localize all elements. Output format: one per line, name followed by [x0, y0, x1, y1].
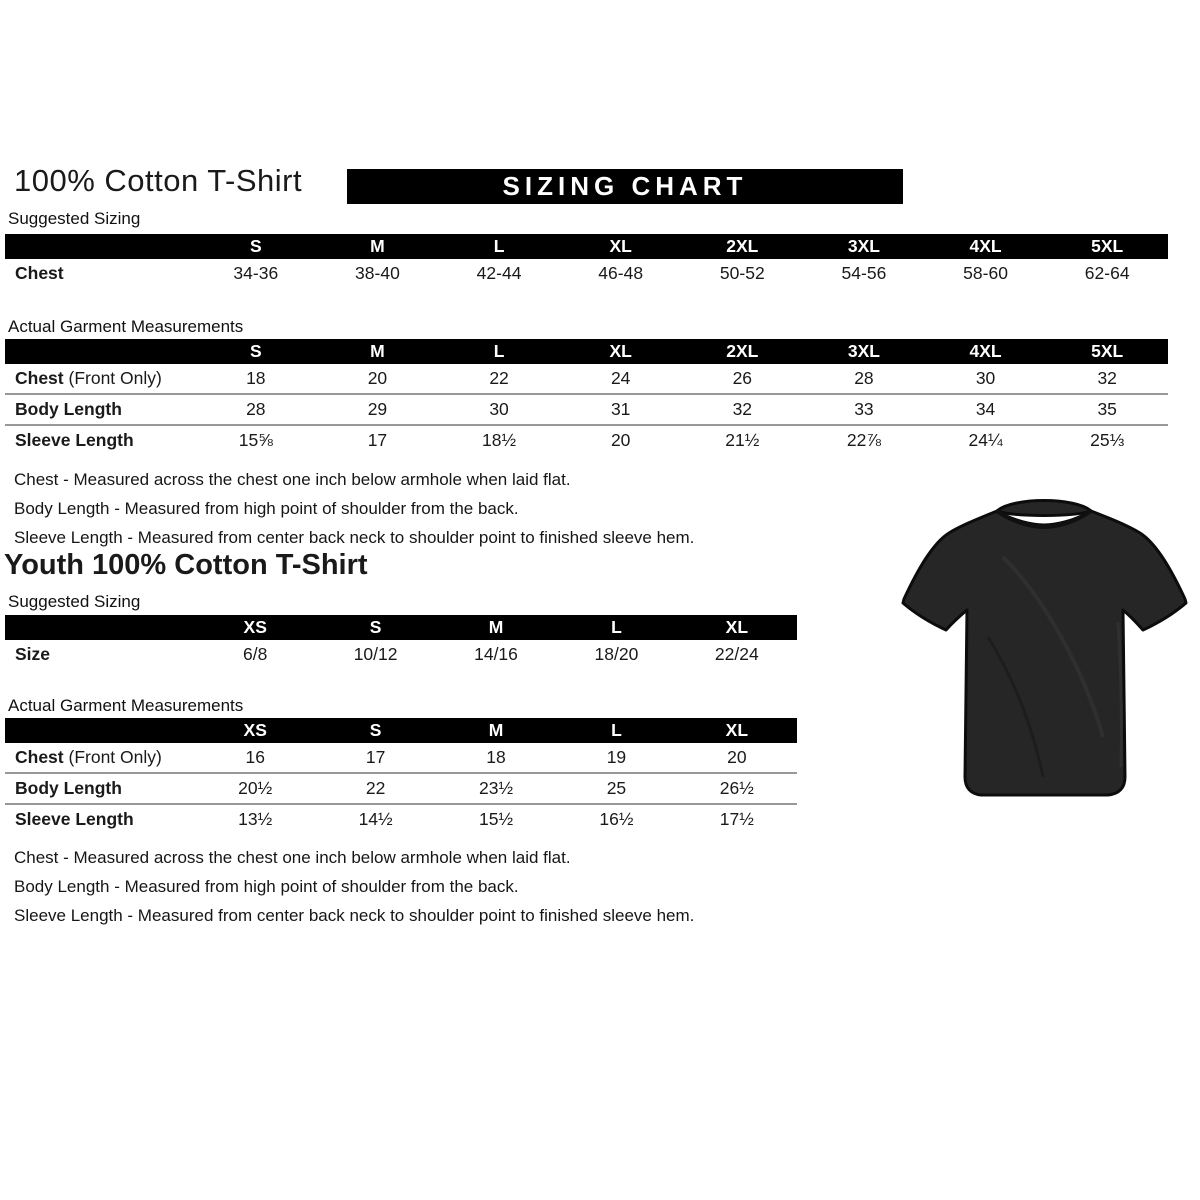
size-column-header: M	[370, 236, 385, 256]
note-chest: Chest - Measured across the chest one inch below armhole when laid flat.	[14, 470, 571, 489]
cell-value: 20½	[238, 778, 273, 798]
cell-value: 16½	[599, 809, 634, 829]
size-column-header: 3XL	[847, 341, 880, 361]
cell-value: 13½	[238, 809, 273, 829]
cell-value: 30	[975, 368, 996, 388]
cell-value: 17	[365, 747, 386, 767]
size-column-header: M	[488, 720, 504, 740]
cell-value: 24	[610, 368, 631, 388]
cell-value: 31	[610, 399, 631, 419]
size-column-header: L	[493, 236, 505, 256]
row-label: Body Length	[15, 778, 122, 798]
cell-value: 62-64	[1084, 263, 1130, 283]
note-sleeve-length: Sleeve Length - Measured from center back neck to shoulder point to finished sleeve hem.	[14, 906, 695, 925]
cell-value: 34-36	[233, 263, 279, 283]
cell-value: 20	[727, 747, 747, 767]
size-column-header: M	[488, 617, 504, 637]
cell-value: 25⅓	[1090, 430, 1125, 450]
table-header-row	[5, 615, 797, 640]
size-column-header: XL	[725, 617, 749, 637]
measurement-row	[5, 364, 1168, 393]
size-column-header: 5XL	[1091, 236, 1124, 256]
size-column-header: XS	[243, 720, 267, 740]
cell-value: 10/12	[353, 644, 398, 664]
cell-value: 54-56	[841, 263, 887, 283]
cell-value: 32	[1097, 368, 1117, 388]
cell-value: 35	[1097, 399, 1117, 419]
note-body-length: Body Length - Measured from high point of shoulder from the back.	[14, 499, 519, 518]
page-title: 100% Cotton T-Shirt	[14, 163, 303, 198]
cell-value: 16	[245, 747, 265, 767]
cell-value: 22/24	[714, 644, 759, 664]
size-column-header: XL	[725, 720, 749, 740]
sizing-chart-banner: SIZING CHART	[347, 169, 903, 204]
measurement-row	[5, 259, 1168, 288]
note-body-length: Body Length - Measured from high point of shoulder from the back.	[14, 877, 519, 896]
cell-value: 46-48	[598, 263, 644, 283]
adult-garment-table	[5, 339, 1168, 455]
size-column-header: XS	[243, 617, 267, 637]
youth-notes	[14, 844, 694, 931]
cell-value: 33	[854, 399, 874, 419]
cell-value: 22	[489, 368, 509, 388]
note-chest: Chest - Measured across the chest one inch below armhole when laid flat.	[14, 848, 571, 867]
cell-value: 18	[246, 368, 266, 388]
size-column-header: S	[369, 617, 382, 637]
cell-value: 29	[367, 399, 388, 419]
cell-value: 22⅞	[846, 430, 881, 450]
cell-value: 24¼	[968, 430, 1003, 450]
cell-value: 28	[246, 399, 266, 419]
note-sleeve-length: Sleeve Length - Measured from center back neck to shoulder point to finished sleeve hem.	[14, 528, 695, 547]
cell-value: 14½	[358, 809, 393, 829]
black-tshirt-image	[893, 487, 1195, 805]
row-label: Chest (Front Only)	[15, 368, 162, 388]
size-column-header: 4XL	[969, 341, 1002, 361]
youth-title: Youth 100% Cotton T-Shirt	[4, 549, 368, 581]
size-column-header: 2XL	[726, 236, 759, 256]
cell-value: 50-52	[719, 263, 765, 283]
cell-value: 20	[367, 368, 388, 388]
row-label: Sleeve Length	[15, 809, 134, 829]
row-label: Sleeve Length	[15, 430, 134, 450]
cell-value: 30	[489, 399, 509, 419]
youth-garment-table	[5, 718, 797, 834]
size-column-header: L	[611, 617, 622, 637]
cell-value: 20	[610, 430, 631, 450]
row-label: Size	[15, 644, 51, 664]
cell-value: 23½	[478, 778, 514, 798]
cell-value: 15⅝	[238, 430, 273, 450]
measurement-row	[5, 393, 1168, 424]
measurement-row	[5, 424, 1168, 455]
section-label-adult-garment: Actual Garment Measurements	[8, 317, 244, 336]
cell-value: 26	[732, 368, 753, 388]
cell-value: 58-60	[963, 263, 1008, 283]
cell-value: 38-40	[355, 263, 400, 283]
section-label-adult-suggested: Suggested Sizing	[8, 209, 141, 228]
cell-value: 26½	[719, 778, 754, 798]
row-label: Chest	[15, 263, 64, 283]
size-column-header: XL	[609, 341, 632, 361]
cell-value: 18/20	[594, 644, 639, 664]
cell-value: 25	[606, 778, 627, 798]
size-column-header: 5XL	[1091, 341, 1124, 361]
size-column-header: M	[370, 341, 385, 361]
table-header-row	[5, 339, 1168, 364]
section-label-youth-garment: Actual Garment Measurements	[8, 696, 244, 715]
adult-notes	[14, 466, 694, 553]
youth-suggested-table	[5, 615, 797, 669]
row-label: Body Length	[15, 399, 122, 419]
measurement-row	[5, 803, 797, 834]
cell-value: 17	[367, 430, 388, 450]
size-column-header: XL	[609, 236, 632, 256]
measurement-row	[5, 640, 797, 669]
cell-value: 18½	[482, 430, 517, 450]
cell-value: 21½	[725, 430, 760, 450]
size-column-header: L	[493, 341, 505, 361]
cell-value: 6/8	[243, 644, 268, 664]
size-column-header: 4XL	[969, 236, 1002, 256]
measurement-row	[5, 772, 797, 803]
table-header-row	[5, 234, 1168, 259]
cell-value: 14/16	[474, 644, 518, 664]
cell-value: 28	[854, 368, 874, 388]
cell-value: 34	[975, 399, 996, 419]
table-header-row	[5, 718, 797, 743]
size-column-header: 3XL	[847, 236, 880, 256]
section-label-youth-suggested: Suggested Sizing	[8, 592, 141, 611]
cell-value: 42-44	[476, 263, 522, 283]
size-column-header: 2XL	[726, 341, 759, 361]
cell-value: 17½	[719, 809, 754, 829]
cell-value: 18	[486, 747, 506, 767]
cell-value: 32	[732, 399, 753, 419]
size-column-header: S	[249, 341, 262, 361]
size-column-header: L	[611, 720, 622, 740]
cell-value: 19	[606, 747, 627, 767]
size-column-header: S	[369, 720, 382, 740]
cell-value: 15½	[478, 809, 514, 829]
row-label: Chest (Front Only)	[15, 747, 162, 767]
measurement-row	[5, 743, 797, 772]
adult-suggested-table	[5, 234, 1168, 288]
size-column-header: S	[249, 236, 262, 256]
cell-value: 22	[365, 778, 386, 798]
